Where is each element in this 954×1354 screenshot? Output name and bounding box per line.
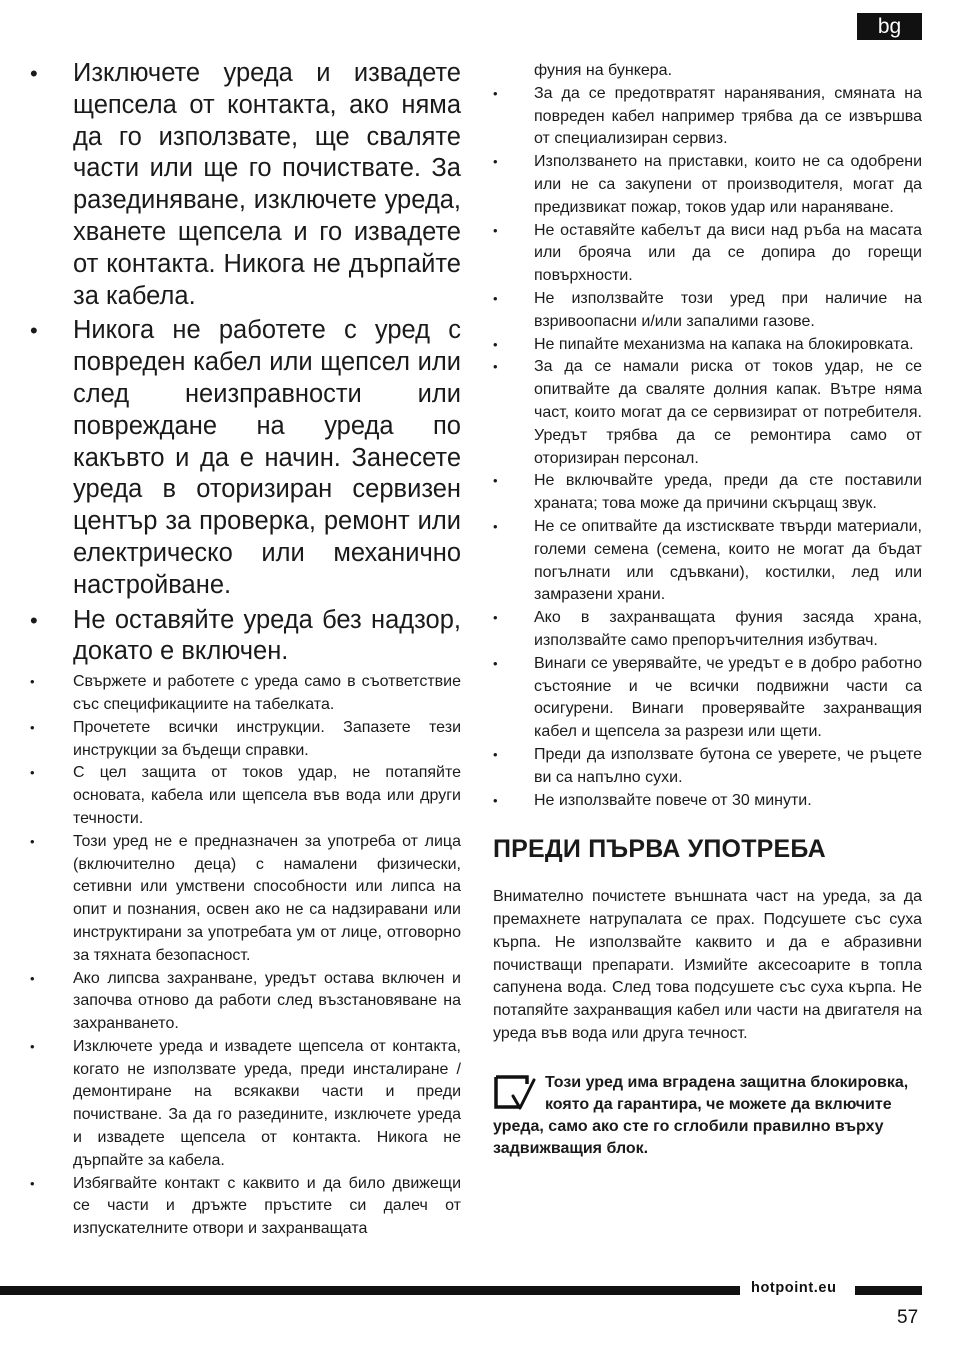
list-item: • Избягвайте контакт с каквито и да било движещи се части и дръжте пръстите си далеч от изпускателните отвори и захранващата (30, 1174, 461, 1238)
safety-note (493, 1072, 922, 1161)
bullet-icon: • (30, 674, 35, 690)
bullet-icon: • (493, 154, 498, 170)
bullet-icon: • (30, 1175, 35, 1191)
bullet-icon: • (30, 765, 35, 781)
list-item: • Този уред не е предназначен за употреба от лица (включително деца) с намалени физически, сетивни или умствени способности или липса на опит и познания, освен ако не са надзиравани или инструктирани за употребата ум от лице, отговорно за тяхната безопасност. (30, 832, 461, 964)
bullet-icon: • (493, 222, 498, 238)
bullet-icon: • (30, 61, 38, 86)
bullet-icon: • (493, 336, 498, 352)
bullet-icon: • (493, 610, 498, 626)
bullet-icon: • (30, 1038, 35, 1054)
list-item: • Винаги се уверявайте, че уредът е в добро работно състояние и че всички подвижни части са осигурени. Винаги проверявайте захранващия кабел и щепсела за разрези или щети. (493, 654, 922, 741)
list-item: • Изключете уреда и извадете щепсела от контакта, ако няма да го използвате, ще сваляте части или ще го почиствате. За разединяване, изключете уреда, хванете щепсела и го извадете от контакта. Никога не дърпайте за кабела. (30, 59, 461, 310)
list-item: • Не използвайте този уред при наличие на взривоопасни и/или запалими газове. (493, 289, 922, 330)
list-item: • Ако липсва захранване, уредът остава включен и започва отново да работи след възстановяване на захранването. (30, 969, 461, 1033)
list-item: • Не пипайте механизма на капака на блокировката. (493, 334, 922, 357)
bullet-icon: • (493, 473, 498, 489)
bullet-icon: • (30, 607, 38, 633)
right-column (493, 60, 922, 1161)
continued-text: фуния на бункера. (534, 62, 673, 79)
list-item: • Изключете уреда и извадете щепсела от контакта, когато не използвате уреда, преди инсталиране / демонтиране на всякакви части и преди почистване. За да го разедините, изключете уреда и извадете щепсела от контакта. Никога не дърпайте за кабела. (30, 1037, 461, 1169)
left-column (30, 58, 461, 1241)
list-item: • Не използвайте повече от 30 минути. (493, 790, 922, 813)
list-item: • Не оставяйте кабелът да виси над ръба на масата или брояча или да се допира до горещи повърхности. (493, 221, 922, 285)
bullet-icon: • (493, 290, 498, 306)
note-text: Този уред има вградена защитна блокировка, която да гарантира, че можете да включите уреда, само ако сте го сглобили правилно върху задвижващия блок. (493, 1073, 909, 1158)
list-item: • С цел защита от токов удар, не потапяйте основата, кабела или щепсела във вода или други течности. (30, 764, 461, 827)
bullet-icon: • (493, 655, 498, 671)
bullet-icon: • (493, 85, 498, 101)
list-item: • Преди да използвате бутона се уверете, че ръцете ви са напълно сухи. (493, 745, 922, 786)
bullet-icon: • (493, 746, 498, 762)
list-item: • Прочетете всички инструкции. Запазете тези инструкции за бъдещи справки. (30, 718, 461, 759)
bullet-icon: • (493, 359, 498, 375)
list-item: • Свържете и работете с уреда само в съответствие със спецификациите на табелката. (30, 673, 461, 713)
list-item: • За да се предотвратят наранявания, смяната на повреден кабел например трябва да се извършва от специализиран сервиз. (493, 84, 922, 148)
bullet-icon: • (30, 970, 35, 986)
bullet-icon: • (493, 792, 498, 808)
list-item: • Не се опитвайте да изстисквате твърди материали, големи семена (семена, които не могат да бъдат погълнати или сдъвкани), костилки, лед или замразени храни. (493, 517, 922, 604)
section-heading: ПРЕДИ ПЪРВА УПОТРЕБА (493, 835, 826, 864)
bullet-icon: • (30, 719, 35, 735)
small-bullet-list (30, 671, 461, 1241)
list-item: • За да се намали риска от токов удар, не се опитвайте да сваляте долния капак. Вътре няма част, които могат да се сервизират от потребителя. Уредът трябва да се ремонтира само от оторизиран персонал. (493, 358, 922, 467)
bullet-icon: • (30, 318, 38, 344)
bullet-icon: • (30, 833, 35, 849)
list-item: • Използването на приставки, които не са одобрени или не са закупени от производителя, могат да предизвикат пожар, токов удар или нараняване. (493, 153, 922, 216)
footer-brand: hotpoint.eu (751, 1280, 837, 1296)
safety-bullet-list (493, 83, 922, 813)
list-item: • Не включвайте уреда, преди да сте поставили храната; това може да причини скърцащ звук. (493, 472, 922, 513)
cleaning-paragraph: Внимателно почистете външната част на уреда, за да премахнете натрупалата се прах. Подсушете със суха кърпа. Не използвайте каквито и да е абразивни почистващи препарати. Измийте аксесоарите в топла сапунена вода. След това подсушете със суха кърпа. Не потапяйте захранващия кабел или части на двигателя на уреда във вода или друга течност. (493, 888, 922, 1043)
footer-bar-left (0, 1286, 740, 1295)
page-number: 57 (897, 1307, 919, 1328)
language-badge: bg (857, 13, 922, 40)
checkbox-check-icon (493, 1074, 537, 1114)
footer-bar-right (855, 1286, 922, 1295)
list-item: • Ако в захранващата фуния засяда храна, използвайте само препоръчителния избутвач. (493, 609, 922, 649)
list-item: • Не оставяйте уреда без надзор, докато е включен. (30, 605, 461, 666)
bullet-icon: • (493, 518, 498, 534)
list-item: • Никога не работете с уред с повреден кабел или щепсел или след неизправности или повреждане на уреда по какъвто и да е начин. Занесете уреда в оторизиран сервизен център за проверка, ремонт или електрическо или механично настройване. (30, 316, 461, 599)
large-bullet-list (30, 58, 461, 668)
